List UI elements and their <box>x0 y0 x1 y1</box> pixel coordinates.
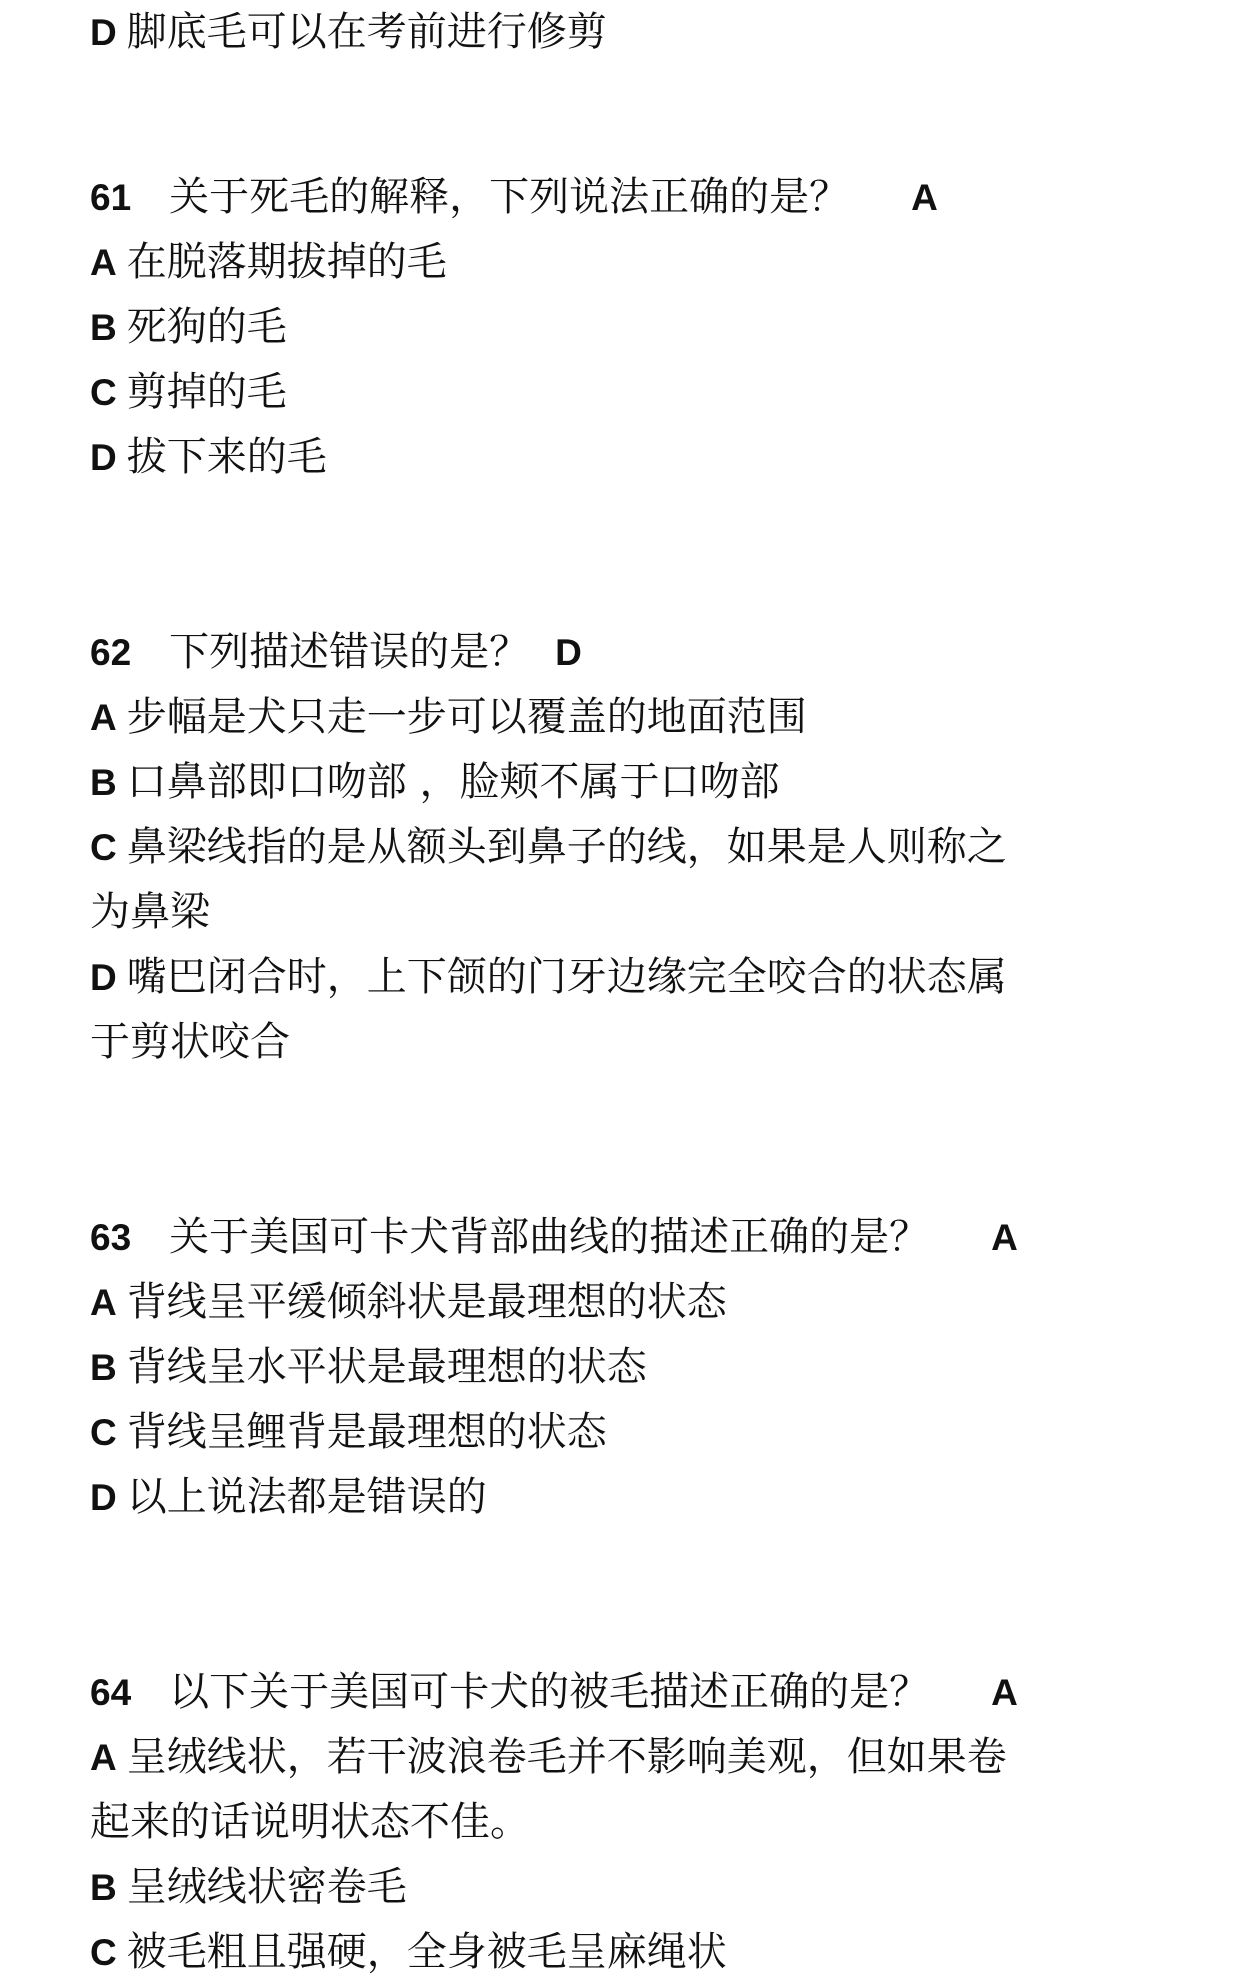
option-text: 背线呈平缓倾斜状是最理想的状态 <box>126 1279 727 1325</box>
question-text: 关于死毛的解释，下列说法正确的是？ <box>169 174 850 220</box>
answer-key: A <box>991 1217 1018 1258</box>
question-line <box>90 620 1160 685</box>
question-number: 61 <box>90 177 132 218</box>
option-label: A <box>90 697 117 738</box>
option-line <box>90 230 1160 295</box>
option-line <box>90 425 1160 490</box>
question-63 <box>90 1205 1160 1530</box>
option-text-continued: 起来的话说明状态不佳。 <box>90 1799 530 1845</box>
option-text: 呈绒线状密卷毛 <box>126 1864 407 1910</box>
option-label: D <box>90 957 117 998</box>
option-text: 脚底毛可以在考前进行修剪 <box>126 9 607 55</box>
question-line <box>90 1660 1160 1725</box>
option-text: 拔下来的毛 <box>126 434 327 480</box>
option-label: A <box>90 1737 117 1778</box>
option-label: D <box>90 12 117 53</box>
answer-key: A <box>911 177 938 218</box>
option-line <box>90 1920 1160 1985</box>
option-line <box>90 1725 1160 1790</box>
document-page <box>90 0 1160 1985</box>
question-61 <box>90 165 1160 490</box>
option-label: B <box>90 307 117 348</box>
option-label: B <box>90 1347 117 1388</box>
option-label: D <box>90 437 117 478</box>
option-line <box>90 360 1160 425</box>
option-label: C <box>90 1412 117 1453</box>
question-text: 以下关于美国可卡犬的被毛描述正确的是？ <box>169 1669 930 1715</box>
option-text: 剪掉的毛 <box>126 369 287 415</box>
question-64 <box>90 1660 1160 1985</box>
option-text: 背线呈鲤背是最理想的状态 <box>126 1409 607 1455</box>
option-text: 背线呈水平状是最理想的状态 <box>126 1344 647 1390</box>
option-line <box>90 815 1160 880</box>
option-line <box>90 0 1160 65</box>
question-number: 63 <box>90 1217 132 1258</box>
question-number: 62 <box>90 632 132 673</box>
question-text: 下列描述错误的是？ <box>169 629 530 675</box>
option-text: 口鼻部即口吻部 ，脸颊不属于口吻部 <box>126 759 780 805</box>
option-line <box>90 1400 1160 1465</box>
option-line <box>90 1465 1160 1530</box>
option-line <box>90 685 1160 750</box>
option-label: A <box>90 1282 117 1323</box>
option-text: 呈绒线状，若干波浪卷毛并不影响美观，但如果卷 <box>126 1734 1007 1780</box>
option-label: C <box>90 372 117 413</box>
question-text: 关于美国可卡犬背部曲线的描述正确的是？ <box>169 1214 930 1260</box>
option-continuation <box>90 880 1160 945</box>
question-line <box>90 165 1160 230</box>
option-text-continued: 为鼻梁 <box>90 889 210 935</box>
option-line <box>90 1335 1160 1400</box>
question-number: 64 <box>90 1672 132 1713</box>
option-line <box>90 1270 1160 1335</box>
option-line <box>90 945 1160 1010</box>
option-continuation <box>90 1790 1160 1855</box>
option-text: 鼻梁线指的是从额头到鼻子的线，如果是人则称之 <box>126 824 1007 870</box>
option-text: 嘴巴闭合时，上下颌的门牙边缘完全咬合的状态属 <box>126 954 1007 1000</box>
option-label: D <box>90 1477 117 1518</box>
option-text: 在脱落期拔掉的毛 <box>126 239 447 285</box>
option-text-continued: 于剪状咬合 <box>90 1019 290 1065</box>
option-label: C <box>90 1932 117 1973</box>
option-line <box>90 295 1160 360</box>
option-text: 以上说法都是错误的 <box>126 1474 487 1520</box>
option-line <box>90 750 1160 815</box>
option-label: B <box>90 1867 117 1908</box>
answer-key: D <box>555 632 582 673</box>
answer-key: A <box>991 1672 1018 1713</box>
option-line <box>90 1855 1160 1920</box>
option-text: 死狗的毛 <box>126 304 287 350</box>
option-label: B <box>90 762 117 803</box>
option-label: A <box>90 242 117 283</box>
option-text: 被毛粗且强硬，全身被毛呈麻绳状 <box>126 1929 727 1975</box>
question-62 <box>90 620 1160 1075</box>
question-line <box>90 1205 1160 1270</box>
option-continuation <box>90 1010 1160 1075</box>
option-label: C <box>90 827 117 868</box>
option-text: 步幅是犬只走一步可以覆盖的地面范围 <box>126 694 807 740</box>
